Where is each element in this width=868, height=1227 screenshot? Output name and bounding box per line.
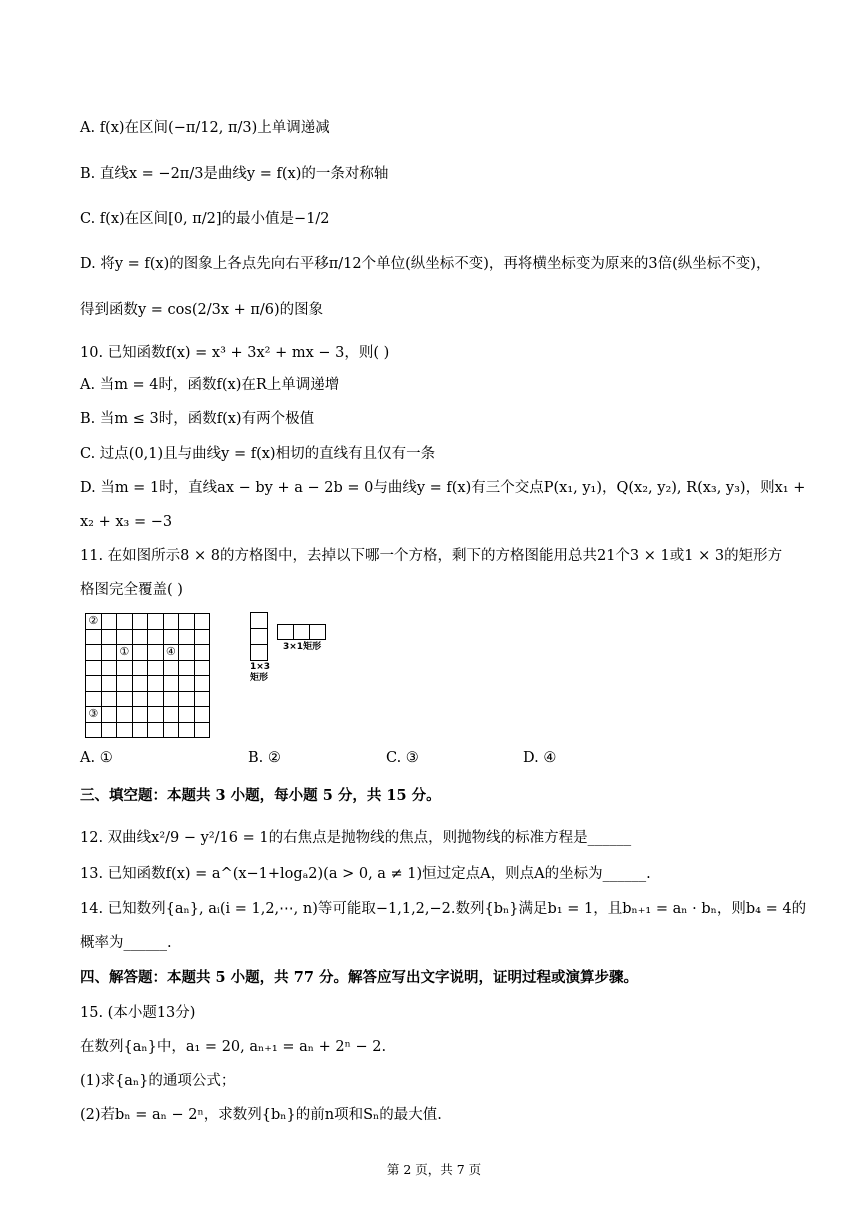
grid-cell <box>117 676 133 692</box>
grid-row <box>86 614 210 630</box>
grid-cell <box>117 614 133 630</box>
grid-cell <box>117 691 133 707</box>
grid-cell <box>132 645 148 661</box>
grid-cell <box>179 722 195 738</box>
grid-cell <box>148 722 164 738</box>
grid-cell-marked: ② <box>86 614 102 630</box>
rect-cell <box>293 624 310 640</box>
grid-cell <box>163 629 179 645</box>
grid-cell <box>179 614 195 630</box>
rect-cell <box>277 624 294 640</box>
grid-cell <box>86 629 102 645</box>
rect-cell <box>250 644 268 661</box>
grid-cell <box>179 645 195 661</box>
rect-cell <box>250 612 268 629</box>
q9-opt-d-2: 得到函数y = cos(2/3x + π/6)的图象 <box>80 302 324 318</box>
grid-row <box>86 676 210 692</box>
rect-1x3-label-2: 矩形 <box>250 673 269 683</box>
q10-opt-c: C. 过点(0,1)且与曲线y = f(x)相切的直线有且仅有一条 <box>80 446 436 462</box>
q10-opt-a: A. 当m = 4时，函数f(x)在R上单调递增 <box>80 377 340 393</box>
q9-opt-c: C. f(x)在区间[0, π/2]的最小值是−1/2 <box>80 211 330 227</box>
grid-cell <box>148 707 164 723</box>
grid-cell <box>194 691 210 707</box>
q15-stem: 在数列{aₙ}中，a₁ = 20, aₙ₊₁ = aₙ + 2ⁿ − 2. <box>80 1039 387 1055</box>
q11-option: C. ③ <box>386 750 419 766</box>
q10-opt-b: B. 当m ≤ 3时，函数f(x)有两个极值 <box>80 411 315 427</box>
grid-cell <box>86 660 102 676</box>
page-footer: 第 2 页，共 7 页 <box>386 1162 482 1177</box>
grid-cell <box>194 676 210 692</box>
q9-opt-a: A. f(x)在区间(−π/12, π/3)上单调递减 <box>80 120 330 136</box>
grid-cell-marked: ④ <box>163 645 179 661</box>
q10-opt-d-1: D. 当m = 1时，直线ax − by + a − 2b = 0与曲线y = f(x)有三个交点P(x₁, y₁)，Q(x₂, y₂), R(x₃, y₃)，则x₁ + <box>80 480 806 496</box>
grid-cell <box>132 660 148 676</box>
rect-cell <box>309 624 326 640</box>
q13: 13. 已知函数f(x) = a^(x−1+logₐ2)(a > 0, a ≠ 1)恒过定点A，则点A的坐标为______. <box>80 866 651 882</box>
q11-option: A. ① <box>80 750 113 766</box>
q10-stem: 10. 已知函数f(x) = x³ + 3x² + mx − 3，则( ) <box>80 345 390 361</box>
grid-cell <box>194 614 210 630</box>
grid-row <box>86 691 210 707</box>
q11-grid-figure <box>85 613 210 738</box>
grid-cell <box>117 660 133 676</box>
grid-row <box>86 707 210 723</box>
grid-cell <box>86 691 102 707</box>
q14-2: 概率为______. <box>80 935 172 951</box>
grid-cell <box>179 691 195 707</box>
grid-cell <box>148 691 164 707</box>
q11-option: D. ④ <box>523 750 557 766</box>
grid-cell <box>163 614 179 630</box>
grid-cell <box>148 676 164 692</box>
q10-opt-d-2: x₂ + x₃ = −3 <box>80 514 173 530</box>
grid-cell <box>194 707 210 723</box>
grid-cell <box>101 660 117 676</box>
grid-cell <box>86 676 102 692</box>
grid-cell <box>101 676 117 692</box>
rect-3x1-figure <box>278 624 326 640</box>
grid-cell <box>117 629 133 645</box>
q15-title: 15. (本小题13分) <box>80 1005 196 1021</box>
grid-cell <box>117 707 133 723</box>
grid-cell <box>163 660 179 676</box>
q15-part2: (2)若bₙ = aₙ − 2ⁿ，求数列{bₙ}的前n项和Sₙ的最大值. <box>80 1107 442 1123</box>
rect-cell <box>250 628 268 645</box>
grid-cell <box>148 645 164 661</box>
grid-cell <box>132 629 148 645</box>
grid-cell <box>148 614 164 630</box>
q9-opt-d-1: D. 将y = f(x)的图象上各点先向右平移π/12个单位(纵坐标不变)，再将横坐标变为原来的3倍(纵坐标不变)， <box>80 256 771 272</box>
grid-cell <box>132 707 148 723</box>
grid-cell <box>179 676 195 692</box>
grid-cell <box>101 691 117 707</box>
grid-cell <box>194 629 210 645</box>
section3-title: 三、填空题：本题共 3 小题，每小题 5 分，共 15 分。 <box>80 787 441 804</box>
q9-opt-b: B. 直线x = −2π/3是曲线y = f(x)的一条对称轴 <box>80 166 389 182</box>
grid-cell <box>86 645 102 661</box>
grid-cell <box>179 660 195 676</box>
q12: 12. 双曲线x²/9 − y²/16 = 1的右焦点是抛物线的焦点，则抛物线的标准方程是______ <box>80 830 632 846</box>
grid-cell-marked: ① <box>117 645 133 661</box>
rect-1x3-label: 1×3 <box>250 662 271 672</box>
grid-cell <box>132 691 148 707</box>
rect-3x1-label: 3×1矩形 <box>283 642 322 652</box>
grid-cell <box>163 722 179 738</box>
grid-cell <box>194 722 210 738</box>
grid-cell <box>132 722 148 738</box>
rect-1x3-figure <box>250 613 268 661</box>
q15-part1: (1)求{aₙ}的通项公式； <box>80 1073 236 1089</box>
grid-cell <box>101 707 117 723</box>
grid-cell-marked: ③ <box>86 707 102 723</box>
grid-row <box>86 645 210 661</box>
q11-stem-1: 11. 在如图所示8 × 8的方格图中，去掉以下哪一个方格，剩下的方格图能用总共21个3 × 1或1 × 3的矩形方 <box>80 548 783 564</box>
grid-row <box>86 629 210 645</box>
section4-title: 四、解答题：本题共 5 小题，共 77 分。解答应写出文字说明，证明过程或演算步骤。 <box>80 969 638 986</box>
grid-cell <box>179 629 195 645</box>
grid-cell <box>132 614 148 630</box>
grid-cell <box>163 691 179 707</box>
grid-cell <box>101 645 117 661</box>
grid-cell <box>163 707 179 723</box>
grid-cell <box>117 722 133 738</box>
grid-row <box>86 660 210 676</box>
grid-cell <box>101 614 117 630</box>
grid-cell <box>101 629 117 645</box>
grid-cell <box>194 660 210 676</box>
grid-8x8 <box>85 613 210 738</box>
grid-cell <box>163 676 179 692</box>
grid-cell <box>86 722 102 738</box>
grid-cell <box>148 629 164 645</box>
grid-cell <box>132 676 148 692</box>
grid-cell <box>179 707 195 723</box>
q14-1: 14. 已知数列{aₙ}, aᵢ(i = 1,2,⋯, n)等可能取−1,1,2,−2.数列{bₙ}满足b₁ = 1，且bₙ₊₁ = aₙ · bₙ，则b₄ = 4的 <box>80 901 807 917</box>
q11-stem-2: 格图完全覆盖( ) <box>80 582 183 598</box>
grid-cell <box>194 645 210 661</box>
grid-cell <box>101 722 117 738</box>
grid-row <box>86 722 210 738</box>
q11-option: B. ② <box>248 750 281 766</box>
grid-cell <box>148 660 164 676</box>
